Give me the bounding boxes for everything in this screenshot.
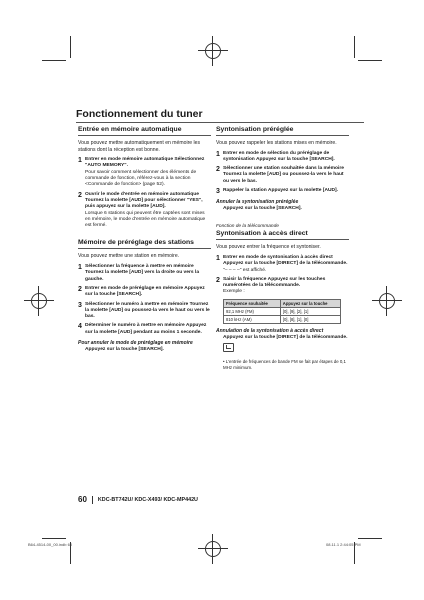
step-number: 3 — [78, 301, 82, 309]
right-column — [216, 126, 349, 370]
note-icon — [223, 343, 234, 352]
page-footer — [78, 495, 198, 504]
step-instruction: Saisir la fréquence Appuyez sur les touches numérotées de la télécommande. — [223, 276, 326, 289]
step — [78, 157, 211, 188]
crop-mark — [358, 538, 382, 539]
step-number: 2 — [216, 166, 220, 174]
page-number: 60 — [78, 495, 87, 504]
step-instruction: Sélectionner une station souhaitée dans la mémoire Tournez la molette [AUD] ou poussez-la vers le haut ou vers le bas. — [223, 166, 344, 184]
print-slug-file: B64-4514-00_00.indb 60 — [28, 542, 73, 547]
step-note: Pour savoir comment sélectionner des éléments de commande de fonction, référez-vous à la section <Commande de fonction> (page 52). — [85, 169, 197, 188]
section-intro: Vous pouvez entrer la fréquence et syntoniser. — [216, 244, 321, 251]
step-number: 3 — [216, 188, 220, 196]
table-cell: [0], [9], [2], [1] — [280, 307, 340, 315]
step — [78, 192, 211, 230]
cancel-heading: Annuler la syntonisation préréglée — [216, 199, 299, 206]
title-rule — [76, 122, 364, 123]
step-instruction: Entrer en mode de syntonisation à accès direct Appuyez sur la touche [DIRECT] de la télécommande. — [223, 254, 348, 267]
footer-separator — [92, 496, 93, 504]
step-instruction: Ouvrir le mode d'entrée en mémoire automatique Tournez la molette [AUD] pour sélectionner "YES", puis appuyez sur la molette [AUD]. — [85, 191, 203, 210]
step — [78, 286, 211, 299]
table-header: Appuyez sur la touche — [280, 299, 340, 307]
step-instruction: Rappeler la station Appuyez sur la molette [AUD]. — [223, 188, 339, 194]
step — [216, 255, 349, 274]
step — [78, 264, 211, 283]
step — [216, 277, 349, 296]
section-heading-auto-memory: Entrée en mémoire automatique — [78, 126, 211, 136]
registration-mark-right — [376, 290, 398, 312]
step — [216, 188, 349, 195]
section-heading-manual-memory: Mémoire de préréglage des stations — [78, 239, 211, 249]
step-number: 1 — [216, 150, 220, 158]
step-number: 2 — [216, 276, 220, 284]
model-numbers: KDC-BT742U/ KDC-X493/ KDC-MP442U — [97, 496, 198, 503]
step-instruction: Sélectionner le numéro à mettre en mémoire Tournez la molette [AUD] ou poussez-la vers le haut ou vers le bas. — [85, 301, 210, 320]
step-instruction: Entrer en mode mémoire automatique Sélectionnez "AUTO MEMORY". — [85, 157, 205, 169]
step — [78, 323, 211, 336]
step-number: 2 — [78, 191, 82, 199]
step — [78, 302, 211, 321]
step-instruction: Sélectionner la fréquence à mettre en mémoire Tournez la molette [AUD] vers la droite ou vers la gauche. — [85, 264, 200, 282]
step-number: 4 — [78, 323, 82, 331]
cancel-text: Appuyez sur la touche [DIRECT] de la télécommande. — [223, 334, 348, 340]
step-number: 1 — [78, 264, 82, 272]
section-intro: Vous pouvez rappeler les stations mises en mémoire. — [216, 140, 337, 146]
crop-mark — [70, 36, 71, 58]
step — [216, 166, 349, 185]
cancel-text: Appuyez sur la touche [SEARCH]. — [223, 206, 302, 212]
step-instruction: Entrer en mode de sélection du préréglage de syntonisation Appuyez sur la touche [SEARCH]. — [223, 150, 335, 162]
step-instruction: Entrer en mode de préréglage en mémoire Appuyez sur la touche [SEARCH]. — [85, 285, 205, 298]
note-bullet: • L'entrée de fréquences de bande FM se fait par étapes de 0,1 MHz minimum. — [223, 359, 346, 370]
table-cell: [0], [8], [1], [0] — [280, 315, 340, 323]
step-note: "– – – –" est affiché. — [223, 267, 267, 273]
section-heading-direct-tuning: Syntonisation à accès direct — [216, 230, 349, 240]
table-header-row — [224, 299, 341, 307]
crop-mark — [358, 60, 382, 61]
table-row — [224, 307, 341, 315]
cancel-heading: Pour annuler le mode de préréglage en mémoire — [78, 340, 193, 347]
registration-mark-bottom — [202, 538, 224, 560]
step-number: 1 — [78, 157, 82, 165]
left-column — [78, 126, 211, 353]
cancel-heading: Annulation de la syntonisation à accès direct — [216, 327, 324, 334]
table-cell: 810 kHz (AM) — [224, 315, 281, 323]
step-number: 1 — [216, 254, 220, 262]
frequency-table — [223, 299, 341, 324]
step-note: Lorsque 6 stations qui peuvent être captées sont mises en mémoire, le mode d'entrée en mémoire automatique est fermé. — [85, 210, 206, 229]
table-header: Fréquence souhaitée — [224, 299, 281, 307]
table-row — [224, 315, 341, 323]
crop-mark — [42, 538, 66, 539]
step-number: 2 — [78, 285, 82, 293]
step — [216, 151, 349, 164]
registration-mark-left — [28, 290, 50, 312]
step-instruction: Déterminer le numéro à mettre en mémoire Appuyez sur la molette [AUD] pendant au moins 1 seconde. — [85, 323, 207, 335]
step-note: Exemple : — [223, 289, 245, 295]
section-intro: Vous pouvez mettre automatiquement en mémoire les stations dont la réception est bonne. — [78, 140, 201, 153]
section-intro: Vous pouvez mettre une station en mémoire. — [78, 253, 180, 260]
section-heading-preset-tuning: Syntonisation préréglée — [216, 126, 349, 136]
cancel-text: Appuyez sur la touche [SEARCH]. — [85, 347, 164, 353]
crop-mark — [354, 36, 355, 58]
registration-mark-top — [202, 40, 224, 62]
print-slug-date: 08.11.1 2:44:05 PM — [326, 542, 361, 547]
page-title: Fonctionnement du tuner — [76, 108, 203, 120]
remote-function-note: Fonction de la télécommande — [216, 224, 279, 230]
table-cell: 92,1 MHz (FM) — [224, 307, 281, 315]
crop-mark — [42, 60, 66, 61]
